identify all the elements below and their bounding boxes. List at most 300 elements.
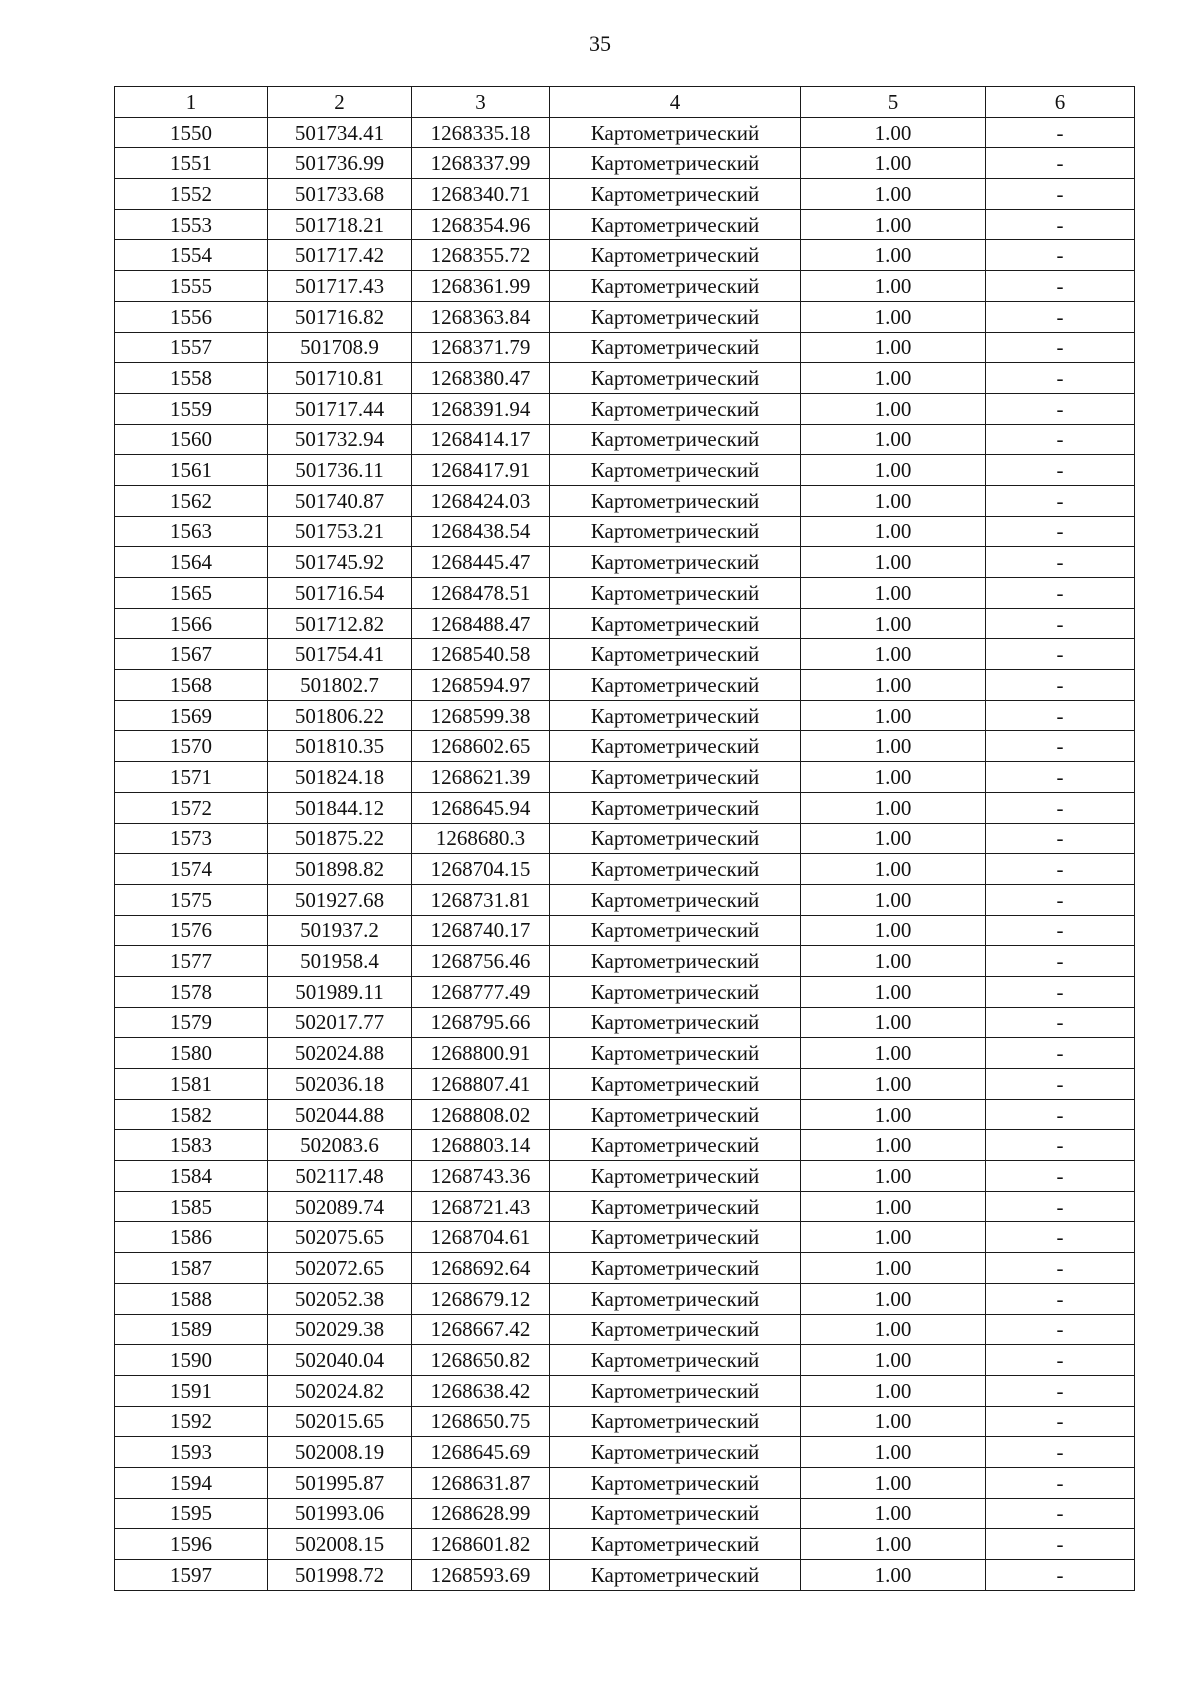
table-row bbox=[115, 915, 1135, 946]
table-body bbox=[115, 117, 1135, 1590]
column-header-4: 4 bbox=[550, 87, 801, 118]
y-coordinate-cell: 1268721.43 bbox=[412, 1191, 550, 1222]
point-number-cell: 1584 bbox=[115, 1161, 268, 1192]
table-row bbox=[115, 1099, 1135, 1130]
note-cell: - bbox=[986, 1314, 1135, 1345]
table-row bbox=[115, 547, 1135, 578]
table-row bbox=[115, 1406, 1135, 1437]
accuracy-cell: 1.00 bbox=[801, 271, 986, 302]
method-cell: Картометрический bbox=[550, 271, 801, 302]
x-coordinate-cell: 502024.88 bbox=[268, 1038, 412, 1069]
table-row bbox=[115, 148, 1135, 179]
y-coordinate-cell: 1268667.42 bbox=[412, 1314, 550, 1345]
table-row bbox=[115, 332, 1135, 363]
note-cell: - bbox=[986, 1406, 1135, 1437]
x-coordinate-cell: 502024.82 bbox=[268, 1375, 412, 1406]
table-header-row bbox=[115, 87, 1135, 118]
y-coordinate-cell: 1268756.46 bbox=[412, 946, 550, 977]
table-row bbox=[115, 1560, 1135, 1591]
y-coordinate-cell: 1268645.94 bbox=[412, 792, 550, 823]
y-coordinate-cell: 1268731.81 bbox=[412, 884, 550, 915]
accuracy-cell: 1.00 bbox=[801, 1222, 986, 1253]
y-coordinate-cell: 1268371.79 bbox=[412, 332, 550, 363]
point-number-cell: 1591 bbox=[115, 1375, 268, 1406]
note-cell: - bbox=[986, 516, 1135, 547]
y-coordinate-cell: 1268599.38 bbox=[412, 700, 550, 731]
x-coordinate-cell: 501898.82 bbox=[268, 854, 412, 885]
accuracy-cell: 1.00 bbox=[801, 1437, 986, 1468]
table-row bbox=[115, 823, 1135, 854]
y-coordinate-cell: 1268602.65 bbox=[412, 731, 550, 762]
y-coordinate-cell: 1268424.03 bbox=[412, 485, 550, 516]
method-cell: Картометрический bbox=[550, 1467, 801, 1498]
table-row bbox=[115, 1191, 1135, 1222]
accuracy-cell: 1.00 bbox=[801, 1007, 986, 1038]
y-coordinate-cell: 1268340.71 bbox=[412, 179, 550, 210]
method-cell: Картометрический bbox=[550, 1437, 801, 1468]
method-cell: Картометрический bbox=[550, 915, 801, 946]
accuracy-cell: 1.00 bbox=[801, 1253, 986, 1284]
y-coordinate-cell: 1268621.39 bbox=[412, 762, 550, 793]
method-cell: Картометрический bbox=[550, 823, 801, 854]
method-cell: Картометрический bbox=[550, 1191, 801, 1222]
column-header-1: 1 bbox=[115, 87, 268, 118]
y-coordinate-cell: 1268540.58 bbox=[412, 639, 550, 670]
table-row bbox=[115, 1253, 1135, 1284]
point-number-cell: 1587 bbox=[115, 1253, 268, 1284]
point-number-cell: 1553 bbox=[115, 209, 268, 240]
point-number-cell: 1593 bbox=[115, 1437, 268, 1468]
point-number-cell: 1575 bbox=[115, 884, 268, 915]
point-number-cell: 1565 bbox=[115, 578, 268, 609]
method-cell: Картометрический bbox=[550, 639, 801, 670]
y-coordinate-cell: 1268740.17 bbox=[412, 915, 550, 946]
y-coordinate-cell: 1268803.14 bbox=[412, 1130, 550, 1161]
note-cell: - bbox=[986, 271, 1135, 302]
method-cell: Картометрический bbox=[550, 148, 801, 179]
table-row bbox=[115, 639, 1135, 670]
x-coordinate-cell: 501733.68 bbox=[268, 179, 412, 210]
method-cell: Картометрический bbox=[550, 1038, 801, 1069]
point-number-cell: 1569 bbox=[115, 700, 268, 731]
point-number-cell: 1572 bbox=[115, 792, 268, 823]
y-coordinate-cell: 1268692.64 bbox=[412, 1253, 550, 1284]
method-cell: Картометрический bbox=[550, 1345, 801, 1376]
point-number-cell: 1592 bbox=[115, 1406, 268, 1437]
column-header-6: 6 bbox=[986, 87, 1135, 118]
x-coordinate-cell: 502083.6 bbox=[268, 1130, 412, 1161]
method-cell: Картометрический bbox=[550, 731, 801, 762]
y-coordinate-cell: 1268631.87 bbox=[412, 1467, 550, 1498]
method-cell: Картометрический bbox=[550, 301, 801, 332]
accuracy-cell: 1.00 bbox=[801, 485, 986, 516]
table-row bbox=[115, 1529, 1135, 1560]
table-row bbox=[115, 393, 1135, 424]
x-coordinate-cell: 501717.42 bbox=[268, 240, 412, 271]
accuracy-cell: 1.00 bbox=[801, 547, 986, 578]
table-row bbox=[115, 854, 1135, 885]
method-cell: Картометрический bbox=[550, 209, 801, 240]
column-header-3: 3 bbox=[412, 87, 550, 118]
note-cell: - bbox=[986, 1069, 1135, 1100]
note-cell: - bbox=[986, 854, 1135, 885]
table-row bbox=[115, 1007, 1135, 1038]
note-cell: - bbox=[986, 1161, 1135, 1192]
accuracy-cell: 1.00 bbox=[801, 148, 986, 179]
x-coordinate-cell: 501824.18 bbox=[268, 762, 412, 793]
method-cell: Картометрический bbox=[550, 1498, 801, 1529]
y-coordinate-cell: 1268337.99 bbox=[412, 148, 550, 179]
accuracy-cell: 1.00 bbox=[801, 455, 986, 486]
note-cell: - bbox=[986, 700, 1135, 731]
method-cell: Картометрический bbox=[550, 1130, 801, 1161]
method-cell: Картометрический bbox=[550, 1283, 801, 1314]
accuracy-cell: 1.00 bbox=[801, 240, 986, 271]
method-cell: Картометрический bbox=[550, 608, 801, 639]
table-row bbox=[115, 485, 1135, 516]
note-cell: - bbox=[986, 639, 1135, 670]
table-row bbox=[115, 670, 1135, 701]
y-coordinate-cell: 1268354.96 bbox=[412, 209, 550, 240]
y-coordinate-cell: 1268445.47 bbox=[412, 547, 550, 578]
note-cell: - bbox=[986, 608, 1135, 639]
accuracy-cell: 1.00 bbox=[801, 1406, 986, 1437]
method-cell: Картометрический bbox=[550, 762, 801, 793]
point-number-cell: 1576 bbox=[115, 915, 268, 946]
y-coordinate-cell: 1268335.18 bbox=[412, 117, 550, 148]
table-row bbox=[115, 578, 1135, 609]
y-coordinate-cell: 1268638.42 bbox=[412, 1375, 550, 1406]
accuracy-cell: 1.00 bbox=[801, 884, 986, 915]
point-number-cell: 1554 bbox=[115, 240, 268, 271]
accuracy-cell: 1.00 bbox=[801, 1314, 986, 1345]
x-coordinate-cell: 501710.81 bbox=[268, 363, 412, 394]
table-row bbox=[115, 1498, 1135, 1529]
x-coordinate-cell: 502089.74 bbox=[268, 1191, 412, 1222]
x-coordinate-cell: 501718.21 bbox=[268, 209, 412, 240]
table-row bbox=[115, 209, 1135, 240]
method-cell: Картометрический bbox=[550, 363, 801, 394]
table-row bbox=[115, 946, 1135, 977]
accuracy-cell: 1.00 bbox=[801, 1130, 986, 1161]
note-cell: - bbox=[986, 1345, 1135, 1376]
note-cell: - bbox=[986, 792, 1135, 823]
point-number-cell: 1589 bbox=[115, 1314, 268, 1345]
note-cell: - bbox=[986, 424, 1135, 455]
table-row bbox=[115, 1222, 1135, 1253]
point-number-cell: 1596 bbox=[115, 1529, 268, 1560]
note-cell: - bbox=[986, 1283, 1135, 1314]
method-cell: Картометрический bbox=[550, 1253, 801, 1284]
point-number-cell: 1577 bbox=[115, 946, 268, 977]
y-coordinate-cell: 1268807.41 bbox=[412, 1069, 550, 1100]
point-number-cell: 1583 bbox=[115, 1130, 268, 1161]
point-number-cell: 1555 bbox=[115, 271, 268, 302]
point-number-cell: 1563 bbox=[115, 516, 268, 547]
method-cell: Картометрический bbox=[550, 117, 801, 148]
accuracy-cell: 1.00 bbox=[801, 854, 986, 885]
x-coordinate-cell: 502008.19 bbox=[268, 1437, 412, 1468]
method-cell: Картометрический bbox=[550, 179, 801, 210]
x-coordinate-cell: 502072.65 bbox=[268, 1253, 412, 1284]
x-coordinate-cell: 502008.15 bbox=[268, 1529, 412, 1560]
accuracy-cell: 1.00 bbox=[801, 792, 986, 823]
point-number-cell: 1561 bbox=[115, 455, 268, 486]
point-number-cell: 1582 bbox=[115, 1099, 268, 1130]
accuracy-cell: 1.00 bbox=[801, 1467, 986, 1498]
method-cell: Картометрический bbox=[550, 1007, 801, 1038]
point-number-cell: 1566 bbox=[115, 608, 268, 639]
accuracy-cell: 1.00 bbox=[801, 117, 986, 148]
accuracy-cell: 1.00 bbox=[801, 976, 986, 1007]
accuracy-cell: 1.00 bbox=[801, 363, 986, 394]
note-cell: - bbox=[986, 884, 1135, 915]
accuracy-cell: 1.00 bbox=[801, 639, 986, 670]
y-coordinate-cell: 1268704.61 bbox=[412, 1222, 550, 1253]
note-cell: - bbox=[986, 301, 1135, 332]
accuracy-cell: 1.00 bbox=[801, 762, 986, 793]
accuracy-cell: 1.00 bbox=[801, 332, 986, 363]
x-coordinate-cell: 501993.06 bbox=[268, 1498, 412, 1529]
x-coordinate-cell: 501802.7 bbox=[268, 670, 412, 701]
table-row bbox=[115, 1161, 1135, 1192]
note-cell: - bbox=[986, 547, 1135, 578]
note-cell: - bbox=[986, 1253, 1135, 1284]
x-coordinate-cell: 502075.65 bbox=[268, 1222, 412, 1253]
table-row bbox=[115, 1437, 1135, 1468]
x-coordinate-cell: 501745.92 bbox=[268, 547, 412, 578]
table-row bbox=[115, 1467, 1135, 1498]
note-cell: - bbox=[986, 1038, 1135, 1069]
y-coordinate-cell: 1268414.17 bbox=[412, 424, 550, 455]
table-row bbox=[115, 608, 1135, 639]
accuracy-cell: 1.00 bbox=[801, 578, 986, 609]
table-row bbox=[115, 179, 1135, 210]
note-cell: - bbox=[986, 117, 1135, 148]
method-cell: Картометрический bbox=[550, 1161, 801, 1192]
note-cell: - bbox=[986, 946, 1135, 977]
method-cell: Картометрический bbox=[550, 946, 801, 977]
method-cell: Картометрический bbox=[550, 1099, 801, 1130]
method-cell: Картометрический bbox=[550, 792, 801, 823]
y-coordinate-cell: 1268355.72 bbox=[412, 240, 550, 271]
table-row bbox=[115, 1314, 1135, 1345]
y-coordinate-cell: 1268795.66 bbox=[412, 1007, 550, 1038]
point-number-cell: 1597 bbox=[115, 1560, 268, 1591]
note-cell: - bbox=[986, 915, 1135, 946]
accuracy-cell: 1.00 bbox=[801, 1375, 986, 1406]
accuracy-cell: 1.00 bbox=[801, 1529, 986, 1560]
note-cell: - bbox=[986, 1467, 1135, 1498]
point-number-cell: 1580 bbox=[115, 1038, 268, 1069]
table-row bbox=[115, 762, 1135, 793]
method-cell: Картометрический bbox=[550, 1314, 801, 1345]
point-number-cell: 1574 bbox=[115, 854, 268, 885]
x-coordinate-cell: 502017.77 bbox=[268, 1007, 412, 1038]
y-coordinate-cell: 1268645.69 bbox=[412, 1437, 550, 1468]
method-cell: Картометрический bbox=[550, 1529, 801, 1560]
accuracy-cell: 1.00 bbox=[801, 516, 986, 547]
table-row bbox=[115, 271, 1135, 302]
point-number-cell: 1585 bbox=[115, 1191, 268, 1222]
point-number-cell: 1558 bbox=[115, 363, 268, 394]
method-cell: Картометрический bbox=[550, 485, 801, 516]
note-cell: - bbox=[986, 1222, 1135, 1253]
table-row bbox=[115, 455, 1135, 486]
accuracy-cell: 1.00 bbox=[801, 1099, 986, 1130]
x-coordinate-cell: 501740.87 bbox=[268, 485, 412, 516]
accuracy-cell: 1.00 bbox=[801, 608, 986, 639]
point-number-cell: 1557 bbox=[115, 332, 268, 363]
y-coordinate-cell: 1268363.84 bbox=[412, 301, 550, 332]
point-number-cell: 1579 bbox=[115, 1007, 268, 1038]
method-cell: Картометрический bbox=[550, 547, 801, 578]
note-cell: - bbox=[986, 1375, 1135, 1406]
column-header-5: 5 bbox=[801, 87, 986, 118]
x-coordinate-cell: 501712.82 bbox=[268, 608, 412, 639]
note-cell: - bbox=[986, 455, 1135, 486]
accuracy-cell: 1.00 bbox=[801, 209, 986, 240]
method-cell: Картометрический bbox=[550, 455, 801, 486]
x-coordinate-cell: 501736.99 bbox=[268, 148, 412, 179]
table-row bbox=[115, 1345, 1135, 1376]
note-cell: - bbox=[986, 1191, 1135, 1222]
y-coordinate-cell: 1268743.36 bbox=[412, 1161, 550, 1192]
y-coordinate-cell: 1268438.54 bbox=[412, 516, 550, 547]
x-coordinate-cell: 502117.48 bbox=[268, 1161, 412, 1192]
x-coordinate-cell: 501806.22 bbox=[268, 700, 412, 731]
x-coordinate-cell: 501716.54 bbox=[268, 578, 412, 609]
coordinates-table bbox=[114, 86, 1135, 1591]
accuracy-cell: 1.00 bbox=[801, 670, 986, 701]
note-cell: - bbox=[986, 1529, 1135, 1560]
y-coordinate-cell: 1268488.47 bbox=[412, 608, 550, 639]
method-cell: Картометрический bbox=[550, 1560, 801, 1591]
method-cell: Картометрический bbox=[550, 393, 801, 424]
note-cell: - bbox=[986, 670, 1135, 701]
x-coordinate-cell: 502029.38 bbox=[268, 1314, 412, 1345]
accuracy-cell: 1.00 bbox=[801, 1283, 986, 1314]
point-number-cell: 1581 bbox=[115, 1069, 268, 1100]
x-coordinate-cell: 501995.87 bbox=[268, 1467, 412, 1498]
accuracy-cell: 1.00 bbox=[801, 1498, 986, 1529]
table-row bbox=[115, 1069, 1135, 1100]
x-coordinate-cell: 502036.18 bbox=[268, 1069, 412, 1100]
method-cell: Картометрический bbox=[550, 884, 801, 915]
accuracy-cell: 1.00 bbox=[801, 1069, 986, 1100]
x-coordinate-cell: 502040.04 bbox=[268, 1345, 412, 1376]
y-coordinate-cell: 1268650.82 bbox=[412, 1345, 550, 1376]
x-coordinate-cell: 501754.41 bbox=[268, 639, 412, 670]
accuracy-cell: 1.00 bbox=[801, 179, 986, 210]
x-coordinate-cell: 502015.65 bbox=[268, 1406, 412, 1437]
accuracy-cell: 1.00 bbox=[801, 946, 986, 977]
x-coordinate-cell: 502044.88 bbox=[268, 1099, 412, 1130]
x-coordinate-cell: 501989.11 bbox=[268, 976, 412, 1007]
table-row bbox=[115, 240, 1135, 271]
y-coordinate-cell: 1268601.82 bbox=[412, 1529, 550, 1560]
method-cell: Картометрический bbox=[550, 578, 801, 609]
note-cell: - bbox=[986, 578, 1135, 609]
note-cell: - bbox=[986, 976, 1135, 1007]
column-header-2: 2 bbox=[268, 87, 412, 118]
x-coordinate-cell: 501753.21 bbox=[268, 516, 412, 547]
table-row bbox=[115, 884, 1135, 915]
accuracy-cell: 1.00 bbox=[801, 1191, 986, 1222]
point-number-cell: 1588 bbox=[115, 1283, 268, 1314]
accuracy-cell: 1.00 bbox=[801, 301, 986, 332]
note-cell: - bbox=[986, 1007, 1135, 1038]
y-coordinate-cell: 1268777.49 bbox=[412, 976, 550, 1007]
accuracy-cell: 1.00 bbox=[801, 393, 986, 424]
x-coordinate-cell: 501937.2 bbox=[268, 915, 412, 946]
x-coordinate-cell: 501736.11 bbox=[268, 455, 412, 486]
point-number-cell: 1562 bbox=[115, 485, 268, 516]
note-cell: - bbox=[986, 393, 1135, 424]
y-coordinate-cell: 1268391.94 bbox=[412, 393, 550, 424]
x-coordinate-cell: 501734.41 bbox=[268, 117, 412, 148]
x-coordinate-cell: 501732.94 bbox=[268, 424, 412, 455]
note-cell: - bbox=[986, 762, 1135, 793]
table-row bbox=[115, 1283, 1135, 1314]
note-cell: - bbox=[986, 148, 1135, 179]
table-row bbox=[115, 731, 1135, 762]
table-row bbox=[115, 1375, 1135, 1406]
point-number-cell: 1550 bbox=[115, 117, 268, 148]
note-cell: - bbox=[986, 1498, 1135, 1529]
point-number-cell: 1552 bbox=[115, 179, 268, 210]
method-cell: Картометрический bbox=[550, 1406, 801, 1437]
table-row bbox=[115, 363, 1135, 394]
point-number-cell: 1560 bbox=[115, 424, 268, 455]
x-coordinate-cell: 501927.68 bbox=[268, 884, 412, 915]
point-number-cell: 1586 bbox=[115, 1222, 268, 1253]
method-cell: Картометрический bbox=[550, 700, 801, 731]
point-number-cell: 1556 bbox=[115, 301, 268, 332]
x-coordinate-cell: 501958.4 bbox=[268, 946, 412, 977]
method-cell: Картометрический bbox=[550, 424, 801, 455]
method-cell: Картометрический bbox=[550, 976, 801, 1007]
x-coordinate-cell: 501717.43 bbox=[268, 271, 412, 302]
accuracy-cell: 1.00 bbox=[801, 823, 986, 854]
method-cell: Картометрический bbox=[550, 516, 801, 547]
method-cell: Картометрический bbox=[550, 670, 801, 701]
x-coordinate-cell: 501810.35 bbox=[268, 731, 412, 762]
y-coordinate-cell: 1268650.75 bbox=[412, 1406, 550, 1437]
note-cell: - bbox=[986, 1560, 1135, 1591]
x-coordinate-cell: 501716.82 bbox=[268, 301, 412, 332]
accuracy-cell: 1.00 bbox=[801, 1560, 986, 1591]
accuracy-cell: 1.00 bbox=[801, 1161, 986, 1192]
point-number-cell: 1559 bbox=[115, 393, 268, 424]
y-coordinate-cell: 1268808.02 bbox=[412, 1099, 550, 1130]
y-coordinate-cell: 1268679.12 bbox=[412, 1283, 550, 1314]
accuracy-cell: 1.00 bbox=[801, 1038, 986, 1069]
method-cell: Картометрический bbox=[550, 332, 801, 363]
accuracy-cell: 1.00 bbox=[801, 1345, 986, 1376]
accuracy-cell: 1.00 bbox=[801, 731, 986, 762]
point-number-cell: 1564 bbox=[115, 547, 268, 578]
table-row bbox=[115, 792, 1135, 823]
point-number-cell: 1551 bbox=[115, 148, 268, 179]
method-cell: Картометрический bbox=[550, 240, 801, 271]
accuracy-cell: 1.00 bbox=[801, 915, 986, 946]
y-coordinate-cell: 1268704.15 bbox=[412, 854, 550, 885]
accuracy-cell: 1.00 bbox=[801, 424, 986, 455]
point-number-cell: 1595 bbox=[115, 1498, 268, 1529]
table-row bbox=[115, 516, 1135, 547]
note-cell: - bbox=[986, 1130, 1135, 1161]
